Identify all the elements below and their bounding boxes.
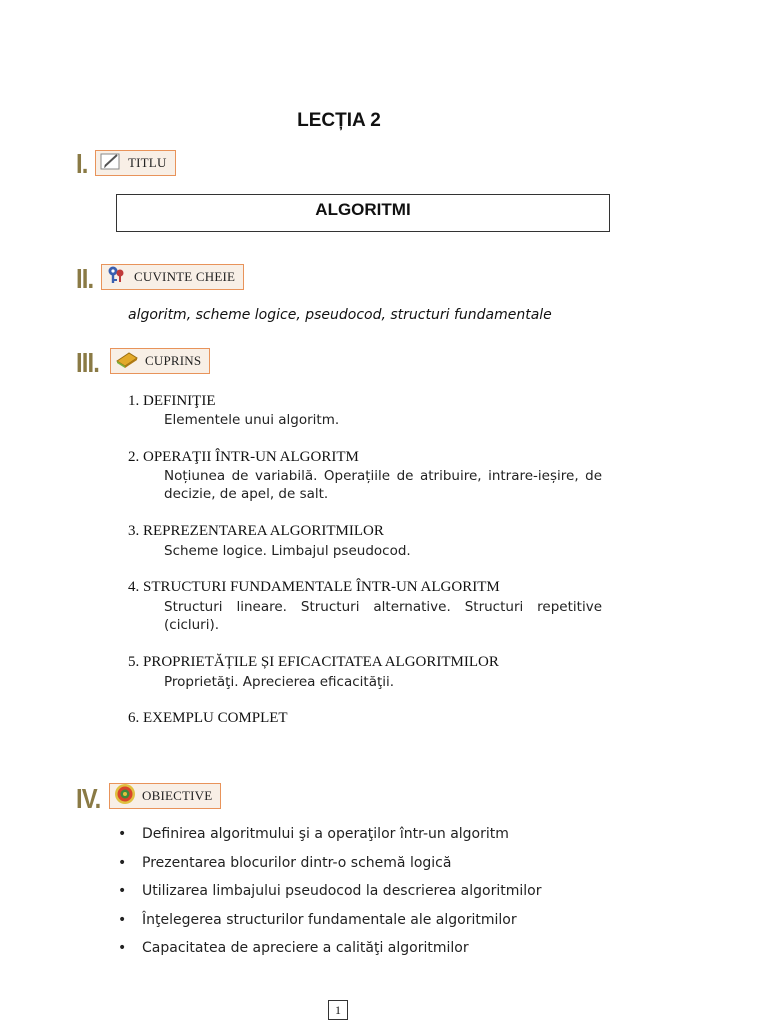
contents-item-title: 1. DEFINIŢIE	[128, 393, 216, 409]
keywords-text: algoritm, scheme logice, pseudocod, structuri fundamentale	[128, 307, 552, 323]
contents-item-title: 6. EXEMPLU COMPLET	[128, 710, 288, 726]
contents-item-title: 5. PROPRIETĂȚILE ȘI EFICACITATEA ALGORITMILOR	[128, 654, 499, 670]
section-number-3: III.	[76, 347, 100, 378]
book-icon	[115, 349, 139, 373]
lesson-heading: LECȚIA 2	[297, 110, 381, 131]
contents-badge	[110, 348, 210, 374]
bullet-icon: •	[118, 940, 127, 956]
contents-item-desc: Scheme logice. Limbajul pseudocod.	[164, 543, 411, 559]
contents-item-desc: Noțiunea de variabilă. Operațiile de atribuire, intrare-ieșire, de decizie, de apel, de salt.	[164, 468, 602, 502]
keywords-badge	[101, 264, 244, 290]
page-number: 1	[328, 1000, 348, 1020]
objective-text: Capacitatea de apreciere a calităţi algoritmilor	[142, 940, 469, 956]
bullet-icon: •	[118, 883, 127, 899]
section-number-2: II.	[76, 263, 94, 294]
badge-label: CUPRINS	[145, 353, 202, 368]
contents-item-title: 3. REPREZENTAREA ALGORITMILOR	[128, 523, 384, 539]
objective-text: Utilizarea limbajului pseudocod la descrierea algoritmilor	[142, 883, 542, 899]
contents-item-desc: Structuri lineare. Structuri alternative. Structuri repetitive (cicluri).	[164, 599, 602, 633]
pencil-paper-icon	[100, 151, 122, 175]
bullet-icon: •	[118, 911, 127, 928]
objective-text: Prezentarea blocurilor dintr-o schemă logică	[142, 854, 452, 871]
contents-item-desc: Proprietăţi. Aprecierea eficacităţii.	[164, 674, 395, 690]
section-number-4: IV.	[76, 783, 101, 814]
list-item	[118, 826, 541, 855]
contents-item-title: 2. OPERAŢII ÎNTR-UN ALGORITM	[128, 449, 359, 465]
badge-label: TITLU	[128, 155, 167, 170]
objectives-badge	[109, 783, 221, 809]
target-icon	[114, 783, 136, 809]
badge-label: OBIECTIVE	[142, 788, 213, 803]
contents-item-desc: Elementele unui algoritm.	[164, 412, 340, 428]
objective-text: Definirea algoritmului şi a operaţilor într-un algoritm	[142, 826, 509, 842]
title-badge	[95, 150, 176, 176]
list-item	[118, 940, 541, 969]
bullet-icon: •	[118, 826, 127, 842]
bullet-icon: •	[118, 854, 127, 871]
list-item	[118, 883, 541, 912]
contents-item-title: 4. STRUCTURI FUNDAMENTALE ÎNTR-UN ALGORITM	[128, 579, 500, 595]
list-item	[118, 855, 541, 884]
section-number-1: I.	[76, 148, 88, 179]
badge-label: CUVINTE CHEIE	[134, 269, 236, 284]
list-item	[118, 912, 541, 941]
objectives-list	[118, 826, 541, 969]
objective-text: Înţelegerea structurilor fundamentale ale algoritmilor	[142, 911, 517, 928]
keys-icon	[106, 265, 128, 289]
title-box: ALGORITMI	[116, 194, 610, 232]
